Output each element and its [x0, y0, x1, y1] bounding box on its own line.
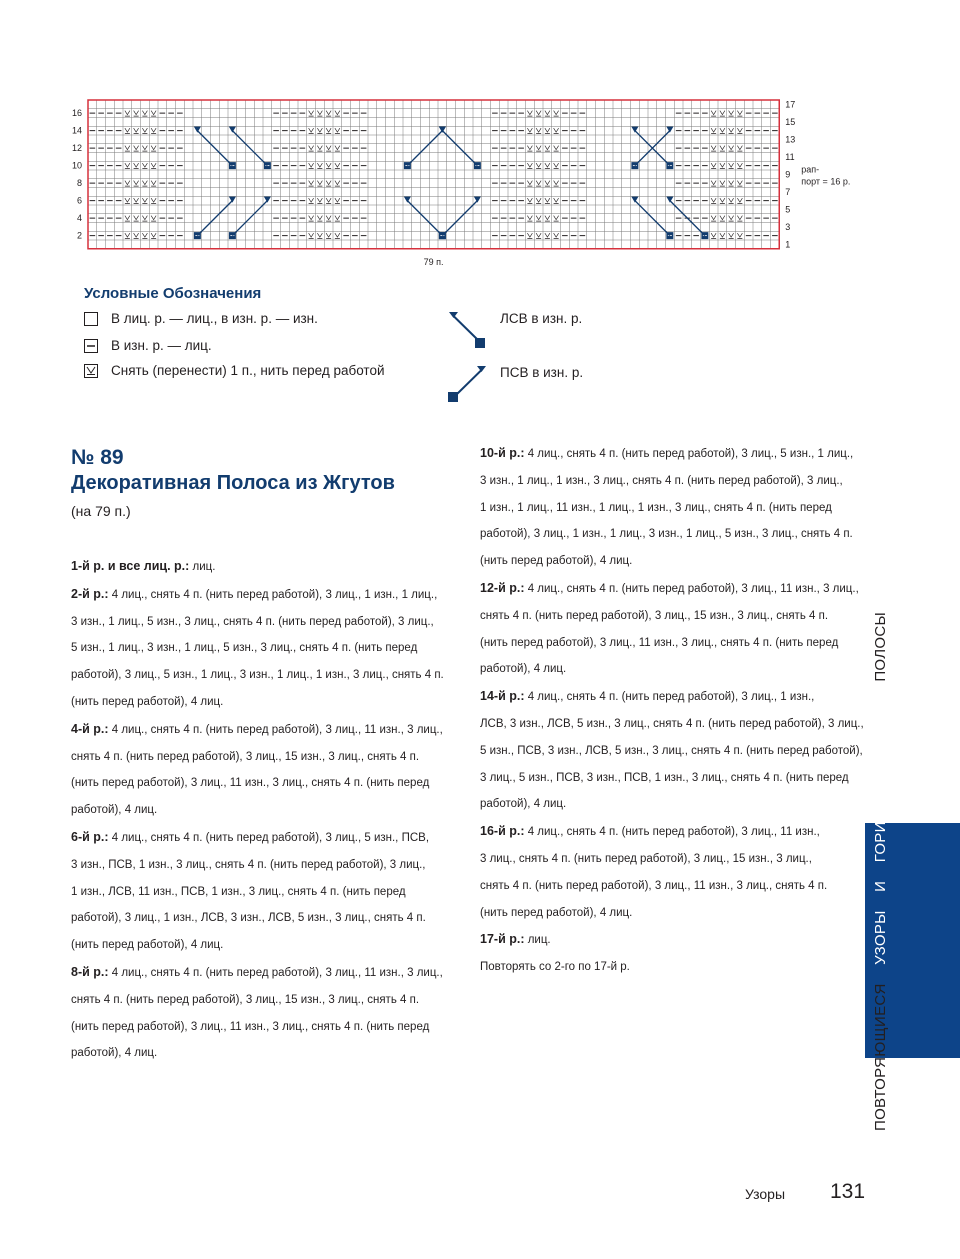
legend-text-knit: В лиц. р. — лиц., в изн. р. — изн. [111, 311, 318, 326]
slip-stitch-mark [309, 111, 314, 117]
row-text: 3 изн., ПСВ, 1 изн., 3 лиц., снять 4 п. (нить перед работой), 3 лиц., [71, 858, 426, 871]
slip-stitch-mark [142, 233, 147, 239]
slip-stitch-mark [151, 216, 156, 222]
slip-stitch-mark [151, 111, 156, 117]
slip-stitch-mark [729, 233, 734, 239]
row-text: (нить перед работой), 3 лиц., 11 изн., 3 лиц., снять 4 п. (нить перед [71, 1020, 430, 1033]
slip-stitch-mark [536, 233, 541, 239]
row-label: 16-й р.: [480, 824, 525, 839]
slip-stitch-mark [309, 146, 314, 152]
pattern-number: № 89 [71, 446, 124, 469]
slip-stitch-mark [711, 233, 716, 239]
row-text: 4 лиц., снять 4 п. (нить перед работой), 3 лиц., 11 изн., 3 лиц., [524, 582, 859, 595]
slip-stitch-mark [737, 233, 742, 239]
instruction-line [71, 553, 466, 581]
slip-stitch-mark [134, 111, 139, 117]
instruction-line [480, 818, 875, 846]
slip-stitch-mark [536, 146, 541, 152]
page-number: 131 [830, 1180, 866, 1203]
slip-stitch-mark [125, 128, 130, 134]
instruction-line [480, 656, 875, 683]
row-label: 12-й р.: [480, 580, 525, 595]
repeat-note: рап- [801, 164, 820, 175]
instructions-right-column [480, 440, 875, 981]
legend-text-right-cross: ПСВ в изн. р. [500, 365, 584, 380]
slip-stitch-mark [711, 181, 716, 187]
slip-stitch-mark [720, 198, 725, 204]
legend-item-slip [84, 363, 385, 378]
slip-stitch-mark [317, 128, 322, 134]
row-text: 3 изн., 1 лиц., 1 изн., 3 лиц., снять 4 п. (нить перед работой), 3 лиц., [480, 474, 843, 487]
section-tab-word: ПОВТОРЯЮЩИЕСЯ [872, 983, 889, 1131]
instruction-line [480, 926, 875, 954]
slip-stitch-mark [326, 216, 331, 222]
slip-stitch-mark [151, 163, 156, 169]
slip-stitch-mark [527, 111, 532, 117]
slip-stitch-mark [309, 181, 314, 187]
row-text: снять 4 п. (нить перед работой), 3 лиц., 15 изн., 3 лиц., снять 4 п. [71, 750, 420, 763]
slip-stitch-mark [527, 146, 532, 152]
slip-stitch-mark [737, 128, 742, 134]
row-number-right: 13 [785, 134, 796, 145]
row-text: 4 лиц., снять 4 п. (нить перед работой), 3 лиц., 5 изн., 1 лиц., [524, 448, 854, 460]
slip-stitch-mark [545, 128, 550, 134]
cable-end-triangle [264, 197, 271, 203]
slip-stitch-mark [720, 216, 725, 222]
section-tab-word: ПОЛОСЫ [872, 611, 889, 682]
pattern-title: Декоративная Полоса из Жгутов [71, 472, 395, 494]
slip-stitch-mark [711, 216, 716, 222]
cable-end-triangle [474, 197, 481, 203]
instruction-line [71, 932, 466, 959]
row-text: 1 изн., ЛСВ, 11 изн., ПСВ, 1 изн., 3 лиц., снять 4 п. (нить перед [71, 885, 406, 898]
slip-stitch-mark [309, 128, 314, 134]
legend-item-knit [84, 311, 318, 326]
slip-stitch-mark [729, 216, 734, 222]
slip-stitch-mark [134, 163, 139, 169]
slip-stitch-mark [554, 216, 559, 222]
instruction-line [480, 630, 875, 657]
cable-line [407, 201, 442, 236]
row-label: 2-й р.: [71, 586, 109, 601]
cable-line [232, 131, 267, 166]
row-text: работой), 3 лиц., 1 изн., ЛСВ, 3 изн., ЛСВ, 5 изн., 3 лиц., снять 4 п. [71, 912, 426, 925]
slip-stitch-mark [545, 146, 550, 152]
slip-stitch-mark [125, 163, 130, 169]
cable-end-triangle [631, 127, 638, 133]
instruction-line [71, 609, 466, 636]
slip-stitch-mark [309, 163, 314, 169]
slip-stitch-mark [134, 233, 139, 239]
instruction-line [480, 468, 875, 495]
row-text: 3 изн., 1 лиц., 5 изн., 3 лиц., снять 4 п. (нить перед работой), 3 лиц., [71, 615, 434, 628]
cable-end-triangle [631, 197, 638, 203]
row-text: снять 4 п. (нить перед работой), 3 лиц., 15 изн., 3 лиц., снять 4 п. [480, 609, 829, 622]
instruction-line [71, 852, 466, 879]
slip-stitch-mark [335, 198, 340, 204]
slip-stitch-mark [142, 216, 147, 222]
slip-stitch-mark [134, 216, 139, 222]
slip-stitch-mark [554, 181, 559, 187]
slip-stitch-mark [527, 163, 532, 169]
cable-line [670, 201, 705, 236]
slip-stitch-mark [142, 146, 147, 152]
row-text: 1 изн., 1 лиц., 11 изн., 1 лиц., 1 изн., 3 лиц., снять 4 п. (нить перед [480, 501, 832, 514]
row-number-right: 5 [785, 204, 791, 215]
slip-stitch-mark [125, 146, 130, 152]
row-number-right: 7 [785, 186, 791, 197]
slip-stitch-mark [527, 216, 532, 222]
section-tab-text [872, 612, 889, 1131]
slip-stitch-mark [720, 128, 725, 134]
instruction-line [480, 440, 875, 468]
slip-stitch-mark [720, 111, 725, 117]
instruction-line [71, 635, 466, 662]
slip-stitch-mark [711, 128, 716, 134]
legend-item-purl-side [84, 338, 212, 353]
slip-stitch-mark [317, 146, 322, 152]
instruction-line [71, 1014, 466, 1041]
instruction-line [480, 683, 875, 711]
slip-stitch-mark [134, 198, 139, 204]
cable-end-triangle [666, 197, 673, 203]
instruction-line [480, 791, 875, 818]
slip-stitch-mark [545, 233, 550, 239]
knitting-chart [60, 95, 880, 270]
row-text: снять 4 п. (нить перед работой), 3 лиц., 11 изн., 3 лиц., снять 4 п. [480, 879, 828, 892]
slip-stitch-mark [125, 181, 130, 187]
slip-stitch-mark [309, 198, 314, 204]
row-number-right: 3 [785, 221, 791, 232]
slip-stitch-mark [545, 181, 550, 187]
pattern-stitch-count: (на 79 п.) [71, 503, 131, 519]
row-number-right: 9 [785, 169, 791, 180]
row-text: 4 лиц., снять 4 п. (нить перед работой), 3 лиц., 1 изн., [524, 691, 815, 704]
row-text: лиц. [189, 561, 216, 573]
slip-stitch-mark [317, 163, 322, 169]
instructions-left-column [71, 553, 466, 1067]
slip-stitch-mark [151, 181, 156, 187]
legend-text-slip: Снять (перенести) 1 п., нить перед работой [111, 363, 385, 378]
row-text: 5 изн., 1 лиц., 3 изн., 1 лиц., 5 изн., 3 лиц., снять 4 п. (нить перед [71, 642, 418, 655]
row-label: 4-й р.: [71, 721, 109, 736]
slip-stitch-mark [326, 198, 331, 204]
slip-stitch-mark [720, 233, 725, 239]
slip-stitch-mark [335, 233, 340, 239]
cable-end-triangle [404, 197, 411, 203]
row-number-left: 6 [76, 195, 82, 206]
instruction-line [71, 987, 466, 1014]
instruction-line [71, 959, 466, 987]
instruction-line [71, 797, 466, 824]
slip-stitch-mark [151, 198, 156, 204]
cable-end-triangle [666, 127, 673, 133]
slip-stitch-mark [536, 163, 541, 169]
row-number-left: 16 [71, 108, 82, 119]
row-text: (нить перед работой), 4 лиц. [480, 906, 633, 919]
row-label: 14-й р.: [480, 689, 525, 704]
row-text: снять 4 п. (нить перед работой), 3 лиц., 15 изн., 3 лиц., снять 4 п. [71, 993, 420, 1006]
square-empty-icon [84, 312, 98, 326]
row-number-left: 10 [71, 160, 82, 171]
slip-stitch-mark [554, 233, 559, 239]
slip-stitch-mark [527, 233, 532, 239]
section-tab-word: УЗОРЫ [872, 910, 889, 965]
row-label: 6-й р.: [71, 829, 109, 844]
row-text: работой), 4 лиц. [71, 804, 158, 817]
slip-stitch-mark [335, 181, 340, 187]
instruction-line [480, 900, 875, 927]
instruction-line [71, 581, 466, 609]
slip-stitch-mark [125, 233, 130, 239]
slip-stitch-mark [729, 146, 734, 152]
slip-stitch-mark [151, 128, 156, 134]
slip-stitch-mark [527, 128, 532, 134]
slip-stitch-mark [326, 146, 331, 152]
slip-stitch-mark [729, 111, 734, 117]
row-text: (нить перед работой), 3 лиц., 11 изн., 3 лиц., снять 4 п. (нить перед [480, 636, 839, 649]
slip-stitch-mark [536, 198, 541, 204]
instruction-line [71, 1040, 466, 1067]
slip-stitch-mark [134, 128, 139, 134]
slip-stitch-mark [317, 111, 322, 117]
instruction-line [71, 716, 466, 744]
row-text: 4 лиц., снять 4 п. (нить перед работой), 3 лиц., 11 изн., [524, 826, 820, 839]
instruction-line [71, 879, 466, 906]
slip-stitch-mark [737, 198, 742, 204]
slip-stitch-mark [326, 111, 331, 117]
slip-stitch-mark [317, 181, 322, 187]
slip-stitch-mark [720, 146, 725, 152]
slip-stitch-mark [142, 128, 147, 134]
slip-stitch-mark [125, 216, 130, 222]
row-number-right: 17 [785, 99, 796, 110]
row-text: 3 лиц., снять 4 п. (нить перед работой), 3 лиц., 15 изн., 3 лиц., [480, 852, 812, 865]
row-text: работой), 4 лиц. [480, 798, 567, 811]
left-cross-icon [445, 310, 490, 350]
row-text: (нить перед работой), 4 лиц. [71, 695, 224, 708]
slip-stitch-mark [125, 198, 130, 204]
slip-stitch-mark [711, 111, 716, 117]
slip-stitch-mark [335, 146, 340, 152]
slip-stitch-mark [335, 163, 340, 169]
slip-stitch-mark [527, 181, 532, 187]
slip-stitch-mark [711, 198, 716, 204]
row-number-left: 8 [76, 178, 82, 189]
row-label: 1-й р. и все лиц. р.: [71, 559, 190, 573]
instruction-line [71, 770, 466, 797]
slip-stitch-mark [309, 233, 314, 239]
section-tab-word: ГОРИЗОНТАЛЬНЫЕ [872, 714, 889, 863]
instruction-line [480, 738, 875, 765]
slip-stitch-mark [317, 233, 322, 239]
slip-stitch-mark [527, 198, 532, 204]
slip-stitch-mark [317, 198, 322, 204]
slip-stitch-mark [536, 111, 541, 117]
row-text: 4 лиц., снять 4 п. (нить перед работой), 3 лиц., 11 изн., 3 лиц., [108, 723, 443, 736]
row-text: 4 лиц., снять 4 п. (нить перед работой), 3 лиц., 5 изн., ПСВ, [108, 831, 430, 844]
instruction-line [480, 575, 875, 603]
slip-stitch-mark [326, 163, 331, 169]
slip-stitch-mark [125, 111, 130, 117]
cable-line [442, 201, 477, 236]
repeat-note: порт = 16 р. [801, 176, 851, 187]
instruction-line [71, 905, 466, 932]
slip-stitch-mark [720, 163, 725, 169]
slip-stitch-mark [737, 216, 742, 222]
cable-line [232, 201, 267, 236]
row-text: работой), 4 лиц. [71, 1047, 158, 1060]
chart-grid-svg [60, 95, 880, 270]
slip-stitch-mark [536, 128, 541, 134]
slip-stitch-mark [545, 216, 550, 222]
cable-line [442, 131, 477, 166]
slip-stitch-mark [142, 198, 147, 204]
cable-line [197, 131, 232, 166]
cable-line [197, 201, 232, 236]
slip-stitch-mark [729, 198, 734, 204]
row-text: лиц. [524, 934, 551, 947]
cable-end-triangle [194, 127, 201, 133]
slip-stitch-mark [545, 198, 550, 204]
row-number-right: 15 [785, 116, 796, 127]
slip-stitch-mark [545, 111, 550, 117]
row-number-left: 14 [71, 125, 82, 136]
instruction-line [480, 846, 875, 873]
slip-stitch-mark [554, 163, 559, 169]
slip-stitch-mark [545, 163, 550, 169]
slip-stitch-mark [151, 146, 156, 152]
legend-title: Условные Обозначения [84, 285, 262, 302]
slip-stitch-mark [737, 111, 742, 117]
slip-stitch-mark [309, 216, 314, 222]
row-number-left: 12 [71, 143, 82, 154]
cable-end-triangle [229, 197, 236, 203]
legend-text-left-cross: ЛСВ в изн. р. [500, 311, 583, 326]
instruction-line [480, 711, 875, 738]
slip-stitch-mark [134, 181, 139, 187]
row-label: 17-й р.: [480, 932, 525, 947]
instruction-line [480, 603, 875, 630]
slip-stitch-mark [326, 181, 331, 187]
row-text: 3 лиц., 5 изн., ПСВ, 3 изн., ПСВ, 1 изн., 3 лиц., снять 4 п. (нить перед [480, 771, 849, 784]
row-text: Повторять со 2-го по 17-й р. [480, 961, 630, 974]
row-number-left: 4 [76, 213, 82, 224]
slip-stitch-mark [536, 216, 541, 222]
cable-line [635, 201, 670, 236]
slip-stitch-mark [335, 216, 340, 222]
row-text: (нить перед работой), 4 лиц. [71, 939, 224, 952]
instruction-line [71, 662, 466, 689]
slip-stitch-mark [554, 128, 559, 134]
slip-stitch-mark [729, 181, 734, 187]
row-text: 5 изн., ПСВ, 3 изн., ЛСВ, 5 изн., 3 лиц., снять 4 п. (нить перед работой), [480, 744, 863, 757]
square-slip-icon [84, 364, 98, 378]
instruction-line [480, 521, 875, 548]
row-number-left: 2 [76, 230, 82, 241]
instruction-line [480, 548, 875, 575]
cable-end-triangle [439, 127, 446, 133]
slip-stitch-mark [554, 111, 559, 117]
row-text: (нить перед работой), 3 лиц., 11 изн., 3 лиц., снять 4 п. (нить перед [71, 777, 430, 790]
row-number-right: 11 [785, 151, 795, 162]
slip-stitch-mark [142, 111, 147, 117]
right-cross-icon [445, 364, 490, 404]
slip-stitch-mark [536, 181, 541, 187]
section-tab-word: И [872, 880, 889, 892]
slip-stitch-mark [134, 146, 139, 152]
row-text: 4 лиц., снять 4 п. (нить перед работой), 3 лиц., 11 изн., 3 лиц., [108, 966, 443, 979]
slip-stitch-mark [335, 111, 340, 117]
slip-stitch-mark [326, 128, 331, 134]
instruction-line [480, 954, 875, 981]
slip-stitch-mark [142, 163, 147, 169]
row-text: ЛСВ, 3 изн., ЛСВ, 5 изн., 3 лиц., снять 4 п. (нить перед работой), 3 лиц., [480, 717, 864, 730]
cable-end-triangle [229, 127, 236, 133]
slip-stitch-mark [711, 146, 716, 152]
square-dash-icon [84, 339, 98, 353]
slip-stitch-mark [729, 128, 734, 134]
instruction-line [71, 689, 466, 716]
slip-stitch-mark [554, 146, 559, 152]
slip-stitch-mark [326, 233, 331, 239]
cable-line [407, 131, 442, 166]
row-label: 10-й р.: [480, 446, 525, 460]
slip-stitch-mark [554, 198, 559, 204]
instruction-line [480, 495, 875, 522]
legend-text-purl-side: В изн. р. — лиц. [111, 338, 212, 353]
slip-stitch-mark [142, 181, 147, 187]
stitch-count-label: 79 п. [423, 256, 444, 267]
row-number-right: 1 [785, 239, 791, 250]
slip-stitch-mark [335, 128, 340, 134]
footer-section-label: Узоры [745, 1186, 786, 1202]
row-text: (нить перед работой), 4 лиц. [480, 555, 633, 568]
row-text: работой), 3 лиц., 1 изн., 1 лиц., 3 изн., 1 лиц., 5 изн., 3 лиц., снять 4 п. [480, 528, 853, 541]
instruction-line [480, 765, 875, 792]
slip-stitch-mark [737, 146, 742, 152]
row-label: 8-й р.: [71, 964, 109, 979]
slip-stitch-mark [317, 216, 322, 222]
slip-stitch-mark [737, 181, 742, 187]
instruction-line [71, 744, 466, 771]
row-text: 4 лиц., снять 4 п. (нить перед работой), 3 лиц., 1 изн., 1 лиц., [108, 588, 438, 601]
instruction-line [480, 873, 875, 900]
slip-stitch-mark [151, 233, 156, 239]
slip-stitch-mark [737, 163, 742, 169]
instruction-line [71, 824, 466, 852]
row-text: работой), 3 лиц., 5 изн., 1 лиц., 3 изн., 1 лиц., 1 изн., 3 лиц., снять 4 п. [71, 669, 444, 682]
row-text: работой), 4 лиц. [480, 663, 567, 676]
slip-stitch-mark [720, 181, 725, 187]
slip-stitch-mark [729, 163, 734, 169]
slip-stitch-mark [711, 163, 716, 169]
